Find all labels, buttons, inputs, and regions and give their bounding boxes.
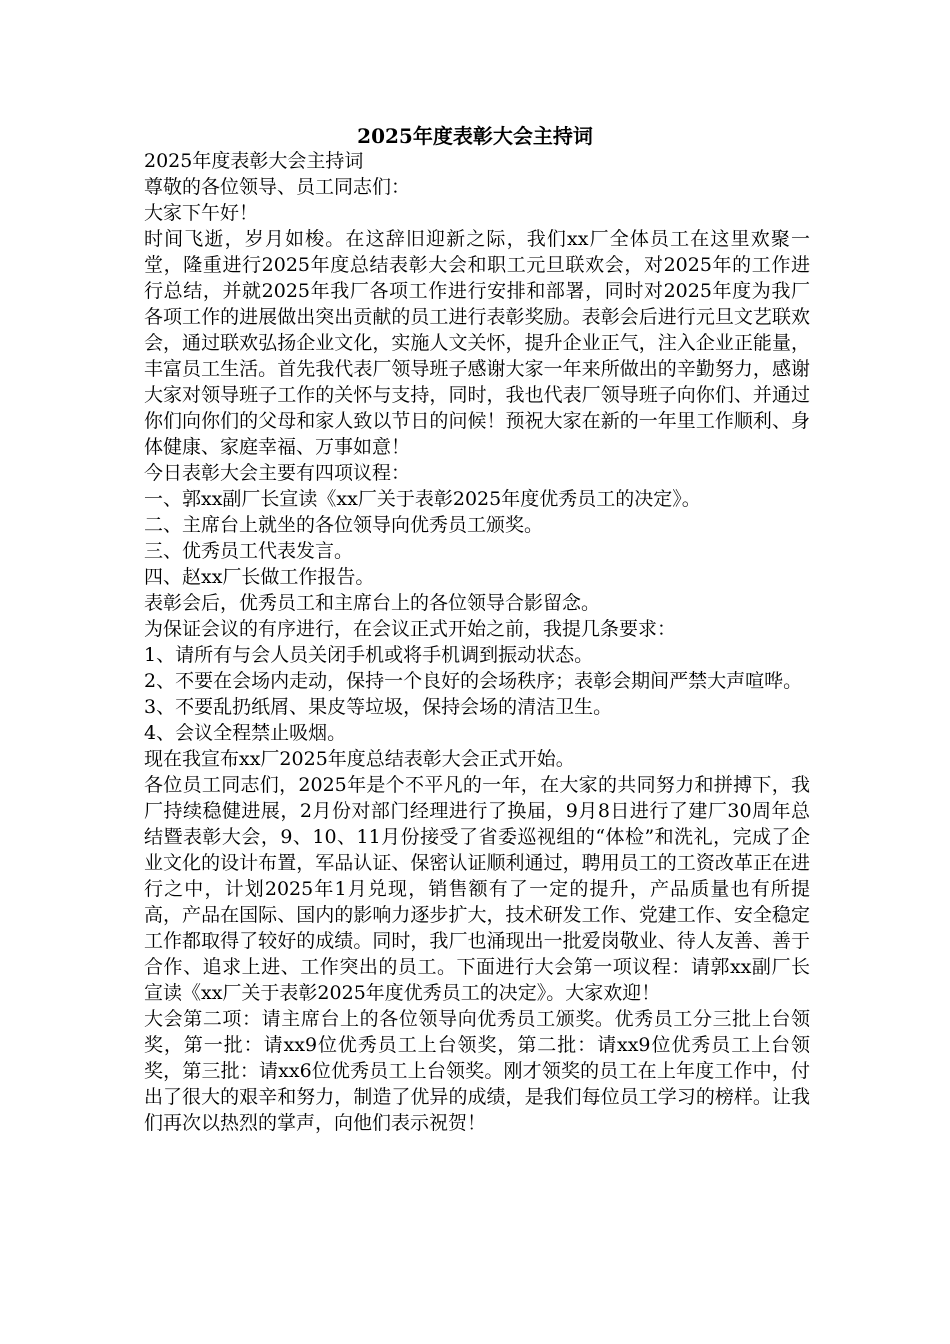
subtitle-line: 2025年度表彰大会主持词 [144, 150, 364, 172]
agenda-item-3: 三、优秀员工代表发言。 [144, 540, 354, 562]
document-title: 2025年度表彰大会主持词 [357, 124, 593, 148]
requirements-intro: 为保证会议的有序进行，在会议正式开始之前，我提几条要求： [144, 618, 677, 640]
greeting: 大家下午好！ [144, 202, 259, 224]
opening-paragraph: 时间飞逝，岁月如梭。在这辞旧迎新之际，我们xx厂全体员工在这里欢聚一堂，隆重进行2025年度总结表彰大会和职工元旦联欢会，对2025年的工作进行总结，并就2025年我厂各项工作进行安排和部署，同时对2025年度为我厂各项工作的进展做出突出贡献的员工进行表彰奖励。表彰会后进行元旦文艺联欢会，通过联欢弘扬企业文化，实施人文关怀，提升企业正气，注入企业正能量，丰富员工生活。首先我代表厂领导班子感谢大家一年来所做出的辛勤努力，感谢大家对领导班子工作的关怀与支持，同时，我也代表厂领导班子向你们、并通过你们向你们的父母和家人致以节日的问候！预祝大家在新的一年里工作顺利、身体健康、家庭幸福、万事如意！ [144, 228, 810, 458]
salutation: 尊敬的各位领导、员工同志们： [144, 176, 411, 198]
photo-note: 表彰会后，优秀员工和主席台上的各位领导合影留念。 [144, 592, 601, 614]
agenda-item-2: 二、主席台上就坐的各位领导向优秀员工颁奖。 [144, 514, 544, 536]
document-body [144, 148, 810, 1136]
agenda-item-1: 一、郭xx副厂长宣读《xx厂关于表彰2025年度优秀员工的决定》。 [144, 488, 701, 510]
year-review-paragraph: 各位员工同志们，2025年是个不平凡的一年，在大家的共同努力和拼搏下，我厂持续稳健进展，2月份对部门经理进行了换届，9月8日进行了建厂30周年总结暨表彰大会，9、10、11月份接受了省委巡视组的“体检”和洗礼，完成了企业文化的设计布置，军品认证、保密认证顺利通过，聘用员工的工资改革正在进行之中，计划2025年1月兑现，销售额有了一定的提升，产品质量也有所提高，产品在国际、国内的影响力逐步扩大，技术研发工作、党建工作、安全稳定工作都取得了较好的成绩。同时，我厂也涌现出一批爱岗敬业、待人友善、善于合作、追求上进、工作突出的员工。下面进行大会第一项议程：请郭xx副厂长宣读《xx厂关于表彰2025年度优秀员工的决定》。大家欢迎！ [144, 774, 810, 1004]
requirement-2: 2、不要在会场内走动，保持一个良好的会场秩序；表彰会期间严禁大声喧哗。 [144, 670, 803, 692]
requirement-3: 3、不要乱扔纸屑、果皮等垃圾，保持会场的清洁卫生。 [144, 696, 613, 718]
meeting-start-announcement: 现在我宣布xx厂2025年度总结表彰大会正式开始。 [144, 748, 575, 770]
award-section-paragraph: 大会第二项：请主席台上的各位领导向优秀员工颁奖。优秀员工分三批上台领奖，第一批：请xx9位优秀员工上台领奖，第二批：请xx9位优秀员工上台领奖，第三批：请xx6位优秀员工上台领奖。刚才领奖的员工在上年度工作中，付出了很大的艰辛和努力，制造了优异的成绩，是我们每位员工学习的榜样。让我们再次以热烈的掌声，向他们表示祝贺！ [144, 1008, 810, 1134]
requirement-4: 4、会议全程禁止吸烟。 [144, 722, 347, 744]
requirement-1: 1、请所有与会人员关闭手机或将手机调到振动状态。 [144, 644, 594, 666]
agenda-intro: 今日表彰大会主要有四项议程： [144, 462, 411, 484]
agenda-item-4: 四、赵xx厂长做工作报告。 [144, 566, 375, 588]
